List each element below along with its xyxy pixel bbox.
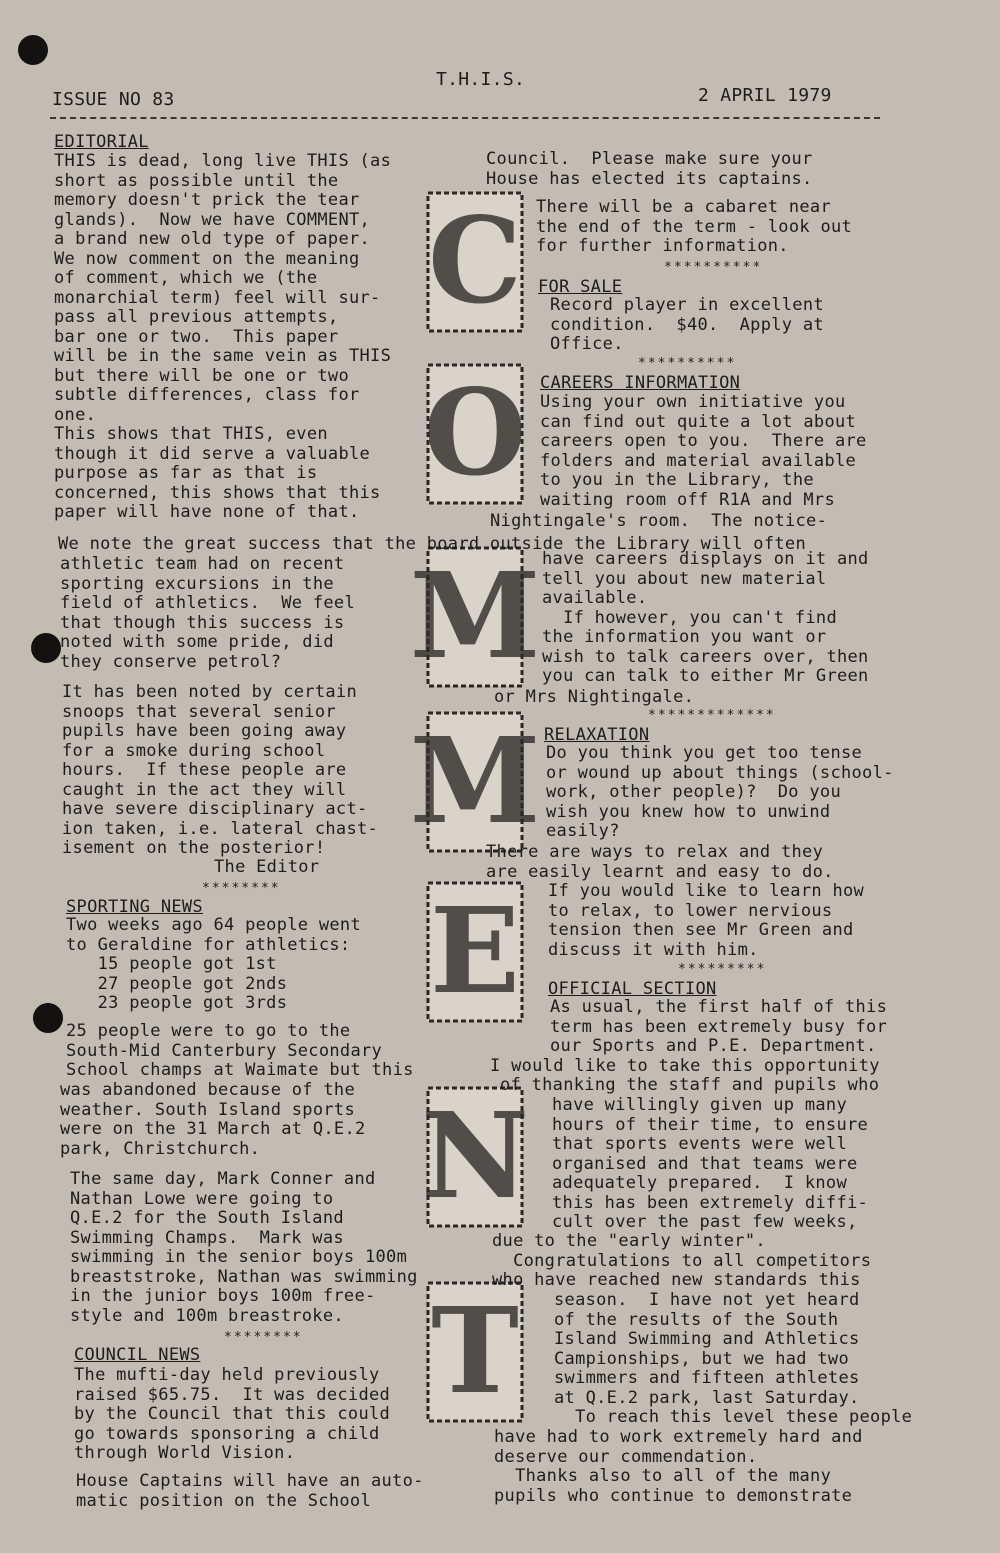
official-wide-line: I would like to take this opportunity [490,1056,880,1076]
editorial-wide-line: We note the great success that the board outside the Library will often [58,534,806,554]
text-line: pupils have been going away [62,721,347,741]
text-line: tell you about new material [542,568,827,589]
text-line: THIS is dead, long live THIS (as [54,151,392,171]
text-line: 25 people were to go to the [66,1021,351,1041]
editorial-heading: EDITORIAL [54,132,149,152]
text-line: Swimming Champs. Mark was [70,1227,344,1248]
official-wide-3 [494,1428,863,1506]
relaxation-wide [486,843,834,882]
text-line: purpose as far as that is [54,463,318,483]
text-line: If however, you can't find [542,607,837,628]
text-line: have had to work extremely hard and [494,1427,863,1447]
editorial-smoking [62,683,378,859]
text-line: swimmers and fifteen athletes [554,1368,860,1388]
svg-text:N: N [421,1086,529,1225]
careers-wide-line: Nightingale's room. The notice- [490,511,828,531]
official-body-4 [554,1291,912,1428]
text-line: are easily learnt and easy to do. [486,861,834,882]
text-line: have careers displays on it and [542,549,869,569]
text-line: Using your own initiative you [540,392,846,412]
text-line: 15 people got 1st [66,954,277,974]
svg-text:O: O [423,363,527,502]
text-line: hours. If these people are [62,760,347,780]
text-line: swimming in the senior boys 100m [70,1247,408,1267]
punch-hole [18,35,48,65]
svg-text:M: M [409,711,541,850]
masthead-letter-t [425,1280,525,1424]
text-line: bar one or two. This paper [54,326,339,347]
svg-text:M: M [409,546,541,685]
text-line: hours of their time, to ensure [552,1114,869,1135]
text-line: were on the 31 March at Q.E.2 [60,1119,366,1139]
official-body [550,998,887,1057]
text-line: careers open to you. There are [540,431,867,451]
text-line: can find out quite a lot about [540,411,857,432]
text-line: There will be a cabaret near [536,197,831,217]
separator-stars: ******** [202,881,281,896]
masthead-letter-n [421,1085,529,1229]
text-line: matic position on the School [76,1490,371,1511]
text-line: breaststroke, Nathan was swimming [70,1266,418,1287]
text-line: memory doesn't prick the tear [54,190,360,210]
text-line: the information you want or [542,627,827,647]
text-line: in the junior boys 100m free- [70,1286,376,1306]
text-line: who have reached new standards this [492,1270,861,1290]
text-line: for a smoke during school [62,740,326,761]
masthead-letter-m [409,710,541,854]
text-line: House has elected its captains. [486,168,813,189]
text-line: sporting excursions in the [60,573,334,594]
text-line: season. I have not yet heard [554,1290,860,1310]
header-divider [50,117,880,119]
text-line: wish to talk careers over, then [542,646,869,667]
text-line: As usual, the first half of this [550,997,888,1017]
text-line: Do you think you get too tense [546,743,863,763]
text-line: available. [542,588,648,608]
text-line: through World Vision. [74,1443,296,1463]
text-line: easily? [546,821,620,841]
text-line: the end of the term - look out [536,216,853,237]
text-line: The same day, Mark Conner and [70,1169,376,1189]
cabaret-notice [536,198,852,257]
masthead-letter-m [409,545,541,689]
text-line: weather. South Island sports [60,1099,355,1120]
text-line: noted with some pride, did [60,632,334,652]
text-line: to relax, to lower nervious [548,900,833,921]
text-line: raised $65.75. It was decided [74,1384,391,1405]
masthead-letter-c [425,190,525,334]
sporting-weather [60,1081,366,1159]
text-line: It has been noted by certain [62,682,357,702]
text-line: a brand new old type of paper. [54,229,371,249]
text-line: discuss it with him. [548,939,759,960]
careers-wide-line: or Mrs Nightingale. [494,687,695,707]
text-line: condition. $40. Apply at [550,314,824,335]
text-line: If you would like to learn how [548,881,865,901]
text-line: though it did serve a valuable [54,443,371,464]
relaxation-body-2 [548,882,864,960]
official-body-2 [500,1076,879,1096]
text-line: term has been extremely busy for [550,1016,888,1037]
official-wide-2 [492,1232,871,1291]
text-line: Congratulations to all competitors [492,1250,872,1271]
official-heading: OFFICIAL SECTION [548,979,717,999]
careers-body-2 [542,550,869,687]
text-line: one. [54,404,97,425]
text-line: they conserve petrol? [60,651,282,672]
council-body [74,1366,390,1464]
council-heading: COUNCIL NEWS [74,1345,201,1365]
separator-stars: ********** [638,356,737,371]
separator-stars: ************* [648,708,776,723]
text-line: this has been extremely diffi- [552,1192,869,1213]
svg-text:T: T [431,1281,519,1420]
text-line: our Sports and P.E. Department. [550,1036,877,1056]
text-line: short as possible until the [54,170,339,191]
text-line: concerned, this shows that this [54,482,381,503]
text-line: caught in the act they will [62,779,347,800]
masthead-letter-e [425,880,525,1024]
text-line: Nathan Lowe were going to [70,1188,334,1209]
text-line: that sports events were well [552,1134,847,1154]
official-body-3 [552,1096,868,1233]
text-line: Island Swimming and Athletics [554,1329,860,1349]
text-line: go towards sponsoring a child [74,1423,380,1444]
text-line: There are ways to relax and they [486,842,824,862]
text-line: field of athletics. We feel [60,593,355,613]
text-line: you can talk to either Mr Green [542,666,869,686]
text-line: Q.E.2 for the South Island [70,1208,344,1228]
text-line: isement on the posterior! [62,838,326,858]
text-line: folders and material available [540,450,857,471]
text-line: adequately prepared. I know [552,1173,847,1193]
text-line: This shows that THIS, even [54,424,328,444]
text-line: tension then see Mr Green and [548,920,854,940]
text-line: House Captains will have an auto- [76,1471,424,1491]
text-line: pass all previous attempts, [54,307,339,327]
text-line: of thanking the staff and pupils who [500,1075,880,1095]
text-line: but there will be one or two [54,365,349,386]
issue-date: 2 APRIL 1979 [698,85,832,106]
text-line: snoops that several senior [62,701,336,722]
separator-stars: ********** [664,260,763,275]
text-line: 27 people got 2nds [66,973,288,994]
text-line: pupils who continue to demonstrate [494,1485,853,1506]
text-line: Office. [550,334,624,354]
text-line: due to the "early winter". [492,1231,766,1251]
relaxation-heading: RELAXATION [544,725,650,745]
text-line: wish you knew how to unwind [546,801,831,822]
svg-text:C: C [428,191,522,330]
text-line: Council. Please make sure your [486,149,813,169]
issue-number: ISSUE NO 83 [52,89,175,110]
sporting-body [66,916,361,1014]
council-continued [486,150,813,189]
masthead-letter-o [425,362,525,506]
editorial-signature: The Editor [214,857,320,877]
text-line: by the Council that this could [74,1404,391,1424]
for-sale-heading: FOR SALE [538,277,623,297]
text-line: The mufti-day held previously [74,1365,380,1385]
text-line: Two weeks ago 64 people went [66,915,361,935]
text-line: park, Christchurch. [60,1138,261,1159]
text-line: School champs at Waimate but this [66,1060,414,1080]
text-line: To reach this level these people [554,1407,913,1427]
text-line: cult over the past few weeks, [552,1212,858,1232]
editorial-athletics [60,555,355,672]
sporting-swimming [70,1170,418,1326]
text-line: subtle differences, class for [54,385,360,405]
text-line: We now comment on the meaning [54,248,360,269]
text-line: was abandoned because of the [60,1080,355,1100]
text-line: to Geraldine for athletics: [66,934,351,955]
text-line: 23 people got 3rds [66,993,288,1013]
text-line: of the results of the South [554,1309,839,1330]
text-line: work, other people)? Do you [546,782,841,802]
text-line: monarchial term) feel will sur- [54,287,381,308]
relaxation-body [546,744,894,842]
text-line: athletic team had on recent [60,554,345,574]
editorial-body [54,152,391,523]
separator-stars: ********* [678,962,767,977]
council-house-captains [76,1472,424,1511]
text-line: will be in the same vein as THIS [54,346,392,366]
text-line: have willingly given up many [552,1095,847,1115]
newsletter-title: T.H.I.S. [436,69,526,90]
text-line: glands). Now we have COMMENT, [54,209,371,230]
text-line: deserve our commendation. [494,1446,758,1467]
svg-text:E: E [430,881,520,1020]
text-line: organised and that teams were [552,1153,858,1174]
text-line: paper will have none of that. [54,502,360,522]
for-sale-body [550,296,824,355]
careers-heading: CAREERS INFORMATION [540,373,741,393]
text-line: have severe disciplinary act- [62,799,368,819]
sporting-heading: SPORTING NEWS [66,897,203,917]
text-line: Campionships, but we had two [554,1348,849,1369]
text-line: South-Mid Canterbury Secondary [66,1040,383,1061]
text-line: of comment, which we (the [54,268,318,288]
text-line: at Q.E.2 park, last Saturday. [554,1387,860,1408]
text-line: to you in the Library, the [540,470,814,490]
text-line: or wound up about things (school- [546,762,894,783]
text-line: that though this success is [60,612,345,633]
separator-stars: ******** [224,1330,303,1345]
careers-body [540,393,867,510]
text-line: Thanks also to all of the many [494,1466,832,1486]
sporting-waimate [66,1022,414,1081]
punch-hole [31,633,61,663]
text-line: waiting room off R1A and Mrs [540,489,835,510]
punch-hole [33,1003,63,1033]
text-line: for further information. [536,236,789,256]
text-line: style and 100m breastroke. [70,1305,344,1326]
text-line: Record player in excellent [550,295,824,315]
text-line: ion taken, i.e. lateral chast- [62,818,379,839]
